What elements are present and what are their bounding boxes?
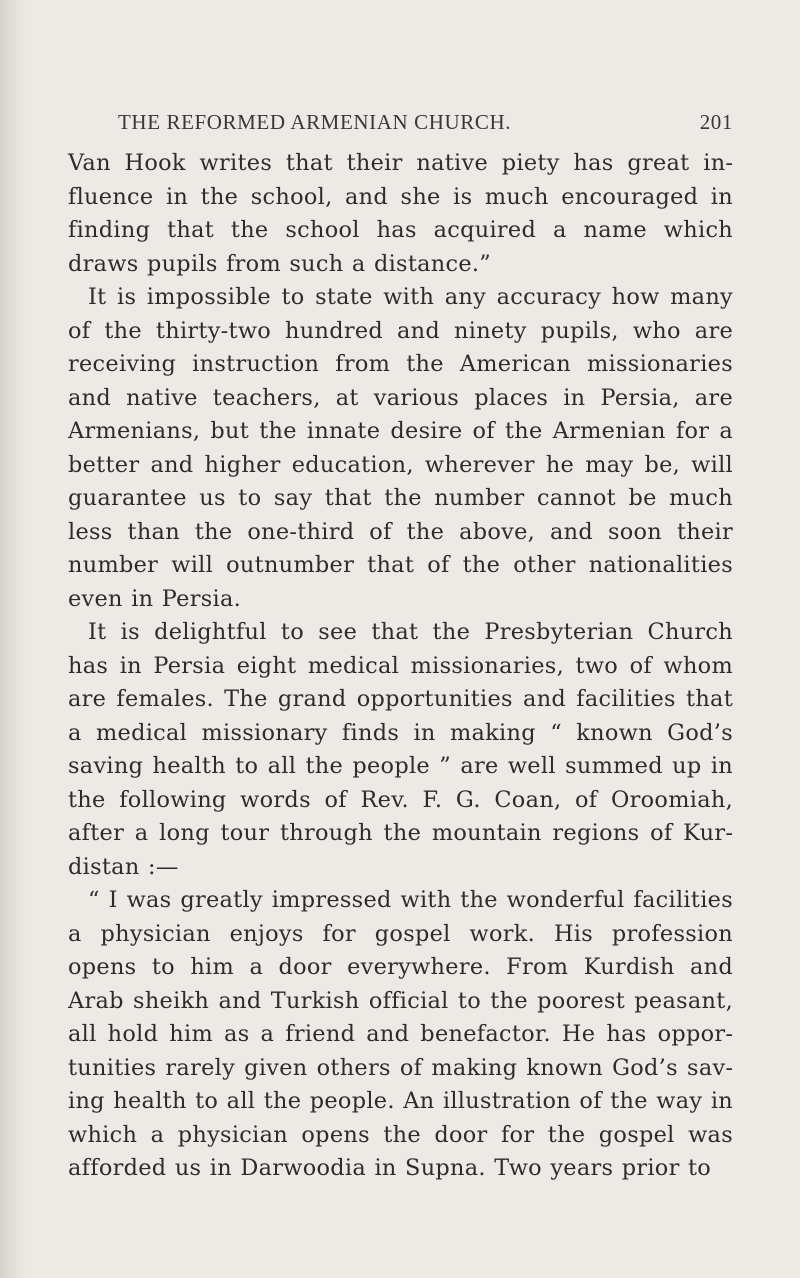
paragraph: It is impossible to state with any accuracy how many of the thirty-two hundred and ninety pupils, who are receiving instruction from the American missionaries and native teachers, at various places in Persia, are Armenians, but the innate desire of the Armenian for a better and higher education, wherever he may be, will guarantee us to say that the number cannot be much less than the one-third of the above, and soon their number will outnumber that of the other nationalities even in Persia. [68,284,733,612]
paragraph: “ I was greatly impressed with the wonderful facilities a physician enjoys for gospel work. His profession opens to him a door everywhere. From Kurdish and Arab sheikh and Turkish official to the poorest peasant, all hold him as a friend and benefactor. He has opportunities rarely given others of making known God’s saving health to all the people. An illustration of the way in which a physician opens the door for the gospel was afforded us in Darwoodia in Supna. Two years prior to [68,887,733,1181]
running-title: THE REFORMED ARMENIAN CHURCH. [118,110,512,134]
page-header [68,110,733,142]
page-number: 201 [699,110,733,134]
page-edge-shadow [0,0,26,1278]
body-text [68,147,733,1186]
paragraph: It is delightful to see that the Presbyterian Church has in Persia eight medical missionaries, two of whom are females. The grand opportunities and facilities that a medical missionary finds in making “ known God’s saving health to all the people ” are well summed up in the following words of Rev. F. G. Coan, of Oroomiah, after a long tour through the mountain regions of Kurdistan :— [68,619,733,880]
paragraph: Van Hook writes that their native piety has great influence in the school, and she is much encouraged in finding that the school has acquired a name which draws pupils from such a distance.” [68,150,733,277]
